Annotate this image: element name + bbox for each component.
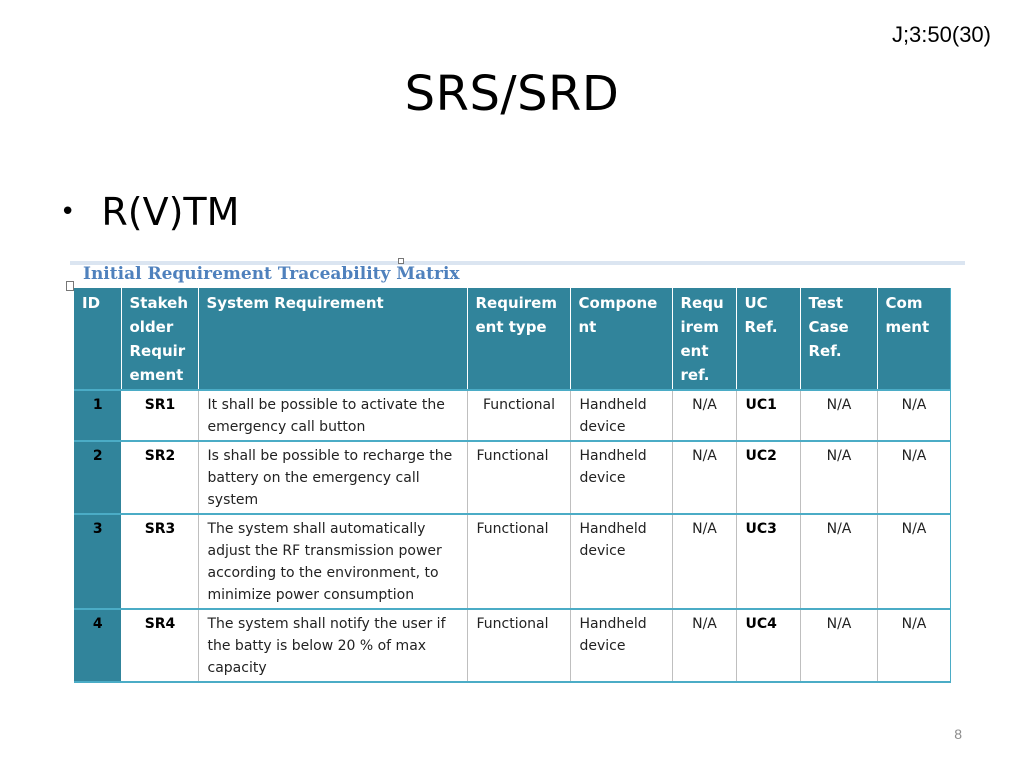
cell-req-type: Functional xyxy=(467,390,570,441)
cell-test-case-ref: N/A xyxy=(800,514,877,609)
cell-id: 4 xyxy=(74,609,121,682)
cell-stakeholder-req: SR4 xyxy=(121,609,198,682)
cell-test-case-ref: N/A xyxy=(800,609,877,682)
cell-req-type: Functional xyxy=(467,514,570,609)
header-requirement-type: Requirem ent type xyxy=(467,288,570,390)
header-comment: Com ment xyxy=(877,288,950,390)
header-uc-ref: UC Ref. xyxy=(736,288,800,390)
slide-title: SRS/SRD xyxy=(404,66,620,122)
cell-req-ref: N/A xyxy=(672,609,736,682)
cell-component: Handheld device xyxy=(570,441,672,514)
traceability-matrix xyxy=(74,288,951,683)
cell-component: Handheld device xyxy=(570,514,672,609)
table-move-handle-icon[interactable] xyxy=(66,281,74,291)
bullet-dot-icon: • xyxy=(60,197,76,227)
cell-stakeholder-req: SR3 xyxy=(121,514,198,609)
cell-id: 2 xyxy=(74,441,121,514)
corner-code: J;3:50(30) xyxy=(891,22,991,47)
header-component: Compone nt xyxy=(570,288,672,390)
cell-id: 1 xyxy=(74,390,121,441)
cell-uc-ref: UC4 xyxy=(736,609,800,682)
cell-stakeholder-req: SR2 xyxy=(121,441,198,514)
cell-system-req: The system shall notify the user if the batty is below 20 % of max capacity xyxy=(198,609,467,682)
table-row xyxy=(74,441,950,514)
cell-component: Handheld device xyxy=(570,609,672,682)
cell-req-type: Functional xyxy=(467,609,570,682)
cell-comment: N/A xyxy=(877,390,950,441)
header-requirement-ref: Requ irem ent ref. xyxy=(672,288,736,390)
cell-test-case-ref: N/A xyxy=(800,390,877,441)
table-row xyxy=(74,514,950,609)
cell-system-req: Is shall be possible to recharge the battery on the emergency call system xyxy=(198,441,467,514)
header-stakeholder-requirement: Stakeh older Requir ement xyxy=(121,288,198,390)
cell-req-ref: N/A xyxy=(672,390,736,441)
cell-comment: N/A xyxy=(877,609,950,682)
cell-component: Handheld device xyxy=(570,390,672,441)
header-id: ID xyxy=(74,288,121,390)
table-row xyxy=(74,609,950,682)
cell-req-type: Functional xyxy=(467,441,570,514)
page-number: 8 xyxy=(954,726,962,742)
embedded-document xyxy=(66,258,976,676)
header-row xyxy=(74,288,950,390)
table-row xyxy=(74,390,950,441)
header-system-requirement: System Requirement xyxy=(198,288,467,390)
cell-req-ref: N/A xyxy=(672,514,736,609)
cell-test-case-ref: N/A xyxy=(800,441,877,514)
cell-id: 3 xyxy=(74,514,121,609)
cell-uc-ref: UC3 xyxy=(736,514,800,609)
cell-uc-ref: UC2 xyxy=(736,441,800,514)
cell-system-req: It shall be possible to activate the emergency call button xyxy=(198,390,467,441)
bullet-text: R(V)TM xyxy=(101,190,240,234)
cell-uc-ref: UC1 xyxy=(736,390,800,441)
matrix-title: Initial Requirement Traceability Matrix xyxy=(83,264,460,284)
bullet-item xyxy=(60,190,239,234)
cell-req-ref: N/A xyxy=(672,441,736,514)
cell-comment: N/A xyxy=(877,514,950,609)
cell-system-req: The system shall automatically adjust the RF transmission power according to the environment, to minimize power consumption xyxy=(198,514,467,609)
header-test-case-ref: Test Case Ref. xyxy=(800,288,877,390)
cell-stakeholder-req: SR1 xyxy=(121,390,198,441)
cell-comment: N/A xyxy=(877,441,950,514)
